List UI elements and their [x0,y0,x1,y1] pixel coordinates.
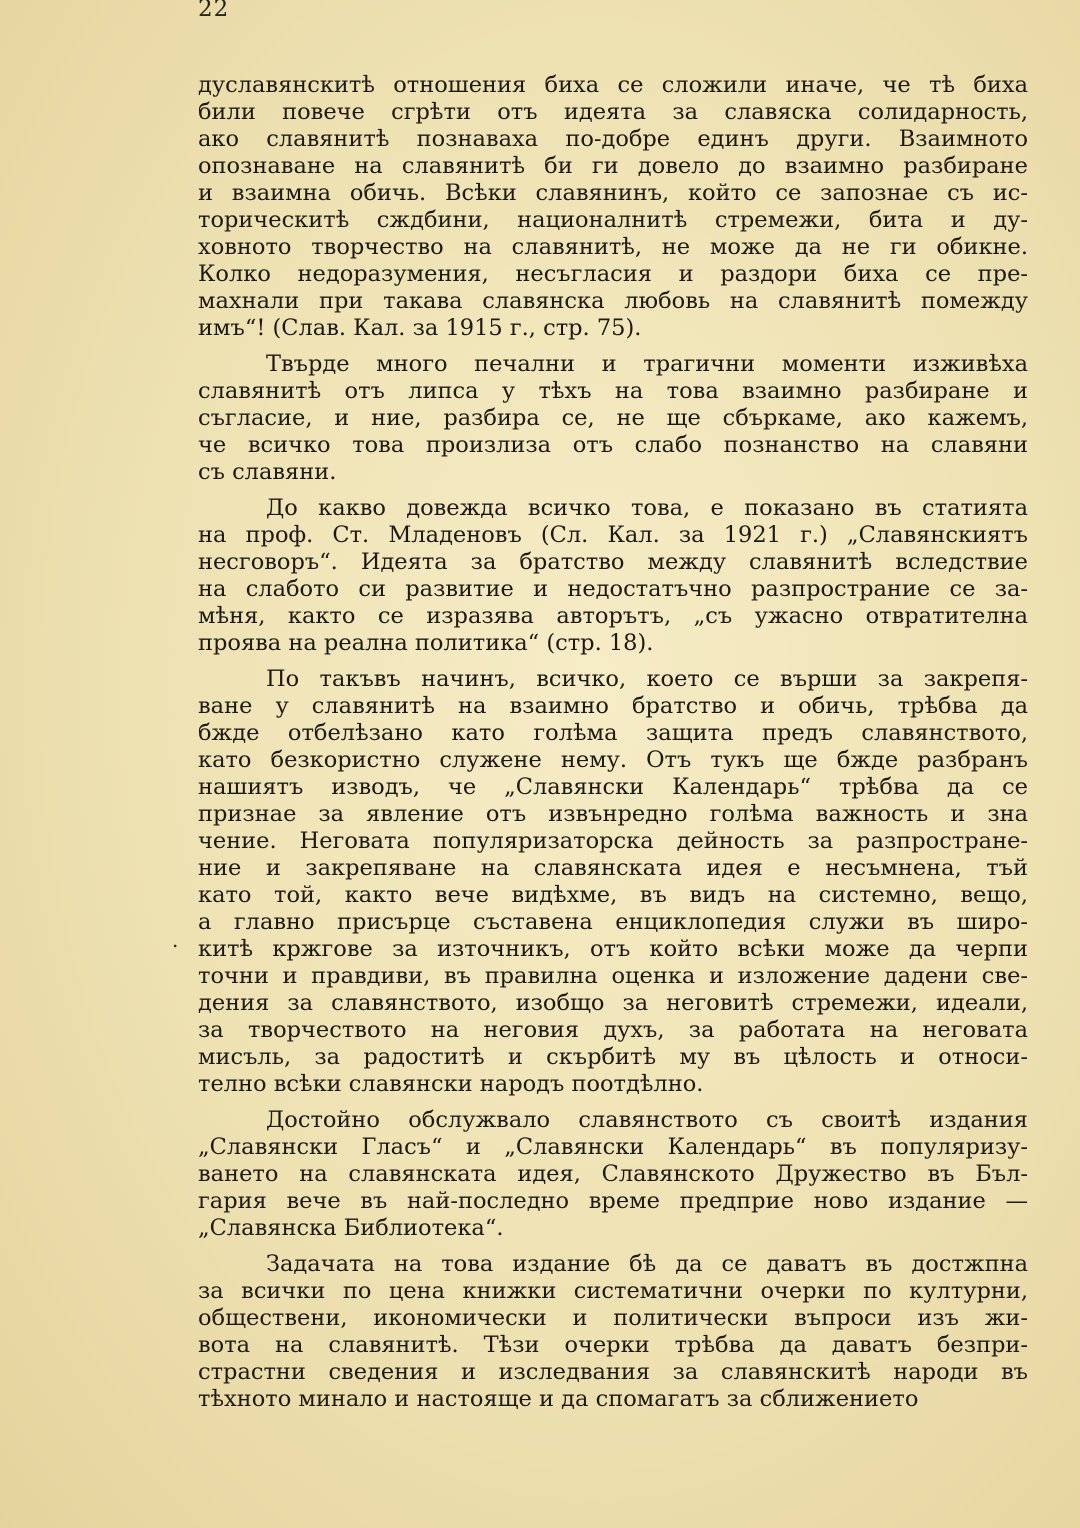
text-line: страстни сведения и изследвания за славянскитѣ народи въ [198,1359,1028,1385]
text-line: а главно присърце съставена енциклопедия служи въ широ- [198,909,1028,935]
text-line: „Славянски Гласъ“ и „Славянски Календарь“ въ популяризу- [198,1134,1028,1160]
text-line: като безкористно служене нему. Отъ тукъ ще бжде разбранъ [198,747,1028,773]
page-number: 22 [198,0,230,22]
text-line: Колко недоразумения, несъгласия и раздори биха се пре- [198,261,1028,287]
text-line: опознаване на славянитѣ би ги довело до взаимно разбиране [198,153,1028,179]
text-line: ние и закрепяване на славянската идея е несъмнена, тъй [198,855,1028,881]
text-line: ховното творчество на славянитѣ, не може да не ги обикне. [198,234,1028,260]
paragraph [198,72,1028,342]
text-line: „Славянска Библиотека“. [198,1215,504,1241]
text-line: ването на славянската идея, Славянското Дружество въ Бъл- [198,1161,1028,1187]
text-line: и взаимна обичь. Всѣки славянинъ, който се запознае съ ис- [198,180,1028,206]
text-line: на проф. Ст. Младеновъ (Сл. Кал. за 1921 г.) „Славянскиятъ [198,522,1028,548]
text-line: дения за славянството, изобщо за неговитѣ стремежи, идеали, [198,990,1028,1016]
text-line: за творчеството на неговия духъ, за работата на неговата [198,1017,1028,1043]
text-line: точни и правдиви, въ правилна оценка и изложение дадени све- [198,963,1028,989]
text-line: телно всѣки славянски народъ поотдѣлно. [198,1071,704,1097]
text-line: проява на реална политика“ (стр. 18). [198,630,654,656]
text-line: Достойно обслужвало славянството съ своитѣ издания [266,1107,1028,1133]
text-line: славянитѣ отъ липса у тѣхъ на това взаимно разбиране и [198,378,1028,404]
page-body-text [198,72,1028,1422]
text-line: Твърде много печални и трагични моменти изживѣха [266,351,1028,377]
text-line: тѣхното минало и настояще и да спомагатъ за сближението [198,1386,919,1412]
text-line: мѣня, както се изразява авторътъ, „съ ужасно отвратителна [198,603,1028,629]
text-line: били повече сгрѣти отъ идеята за славяска солидарность, [198,99,1028,125]
text-line: гария вече въ най-последно време предприе ново издание — [198,1188,1028,1214]
text-line: имъ“! (Слав. Кал. за 1915 г., стр. 75). [198,315,642,341]
text-line: Задачата на това издание бѣ да се даватъ въ достжпна [266,1251,1028,1277]
text-line: несговоръ“. Идеята за братство между славянитѣ вследствие [198,549,1028,575]
text-line: ване у славянитѣ на взаимно братство и обичь, трѣбва да [198,693,1028,719]
text-line: нашиятъ изводъ, че „Славянски Календарь“ трѣбва да се [198,774,1028,800]
text-line: махнали при такава славянска любовь на славянитѣ помежду [198,288,1028,314]
paragraph [198,495,1028,657]
paragraph [198,351,1028,486]
text-line: като той, както вече видѣхме, въ видъ на системно, вещо, [198,882,1028,908]
text-line: торическитѣ сждбини, националнитѣ стремежи, бита и ду- [198,207,1028,233]
text-line: чение. Неговата популяризаторска дейность за разпростране- [198,828,1028,854]
text-line: на слабото си развитие и недостатъчно разпространие се за- [198,576,1028,602]
text-line: съ славяни. [198,459,337,485]
text-line: мисъль, за радоститѣ и скърбитѣ му въ цѣлость и относи- [198,1044,1028,1070]
text-line: признае за явление отъ извънредно голѣма важность и зна [198,801,1028,827]
paragraph [198,1251,1028,1413]
text-line: китѣ кржгове за източникъ, отъ който всѣки може да черпи [198,936,1028,962]
paragraph [198,1107,1028,1242]
text-line: дуславянскитѣ отношения биха се сложили иначе, че тѣ биха [198,72,1028,98]
margin-mark: . [172,928,179,952]
text-line: за всички по цена книжки систематични очерки по културни, [198,1278,1028,1304]
text-line: че всичко това произлиза отъ слабо познанство на славяни [198,432,1028,458]
text-line: бжде отбелѣзано като голѣма защита предъ славянството, [198,720,1028,746]
text-line: вота на славянитѣ. Тѣзи очерки трѣбва да даватъ безпри- [198,1332,1028,1358]
text-line: ако славянитѣ познаваха по-добре единъ други. Взаимното [198,126,1028,152]
text-line: По такъвъ начинъ, всичко, което се върши за закрепя- [266,666,1028,692]
text-line: съгласие, и ние, разбира се, не ще сбъркаме, ако кажемъ, [198,405,1028,431]
text-line: До какво довежда всичко това, е показано въ статията [266,495,1028,521]
text-line: обществени, икономически и политически въпроси изъ жи- [198,1305,1028,1331]
paragraph [198,666,1028,1098]
